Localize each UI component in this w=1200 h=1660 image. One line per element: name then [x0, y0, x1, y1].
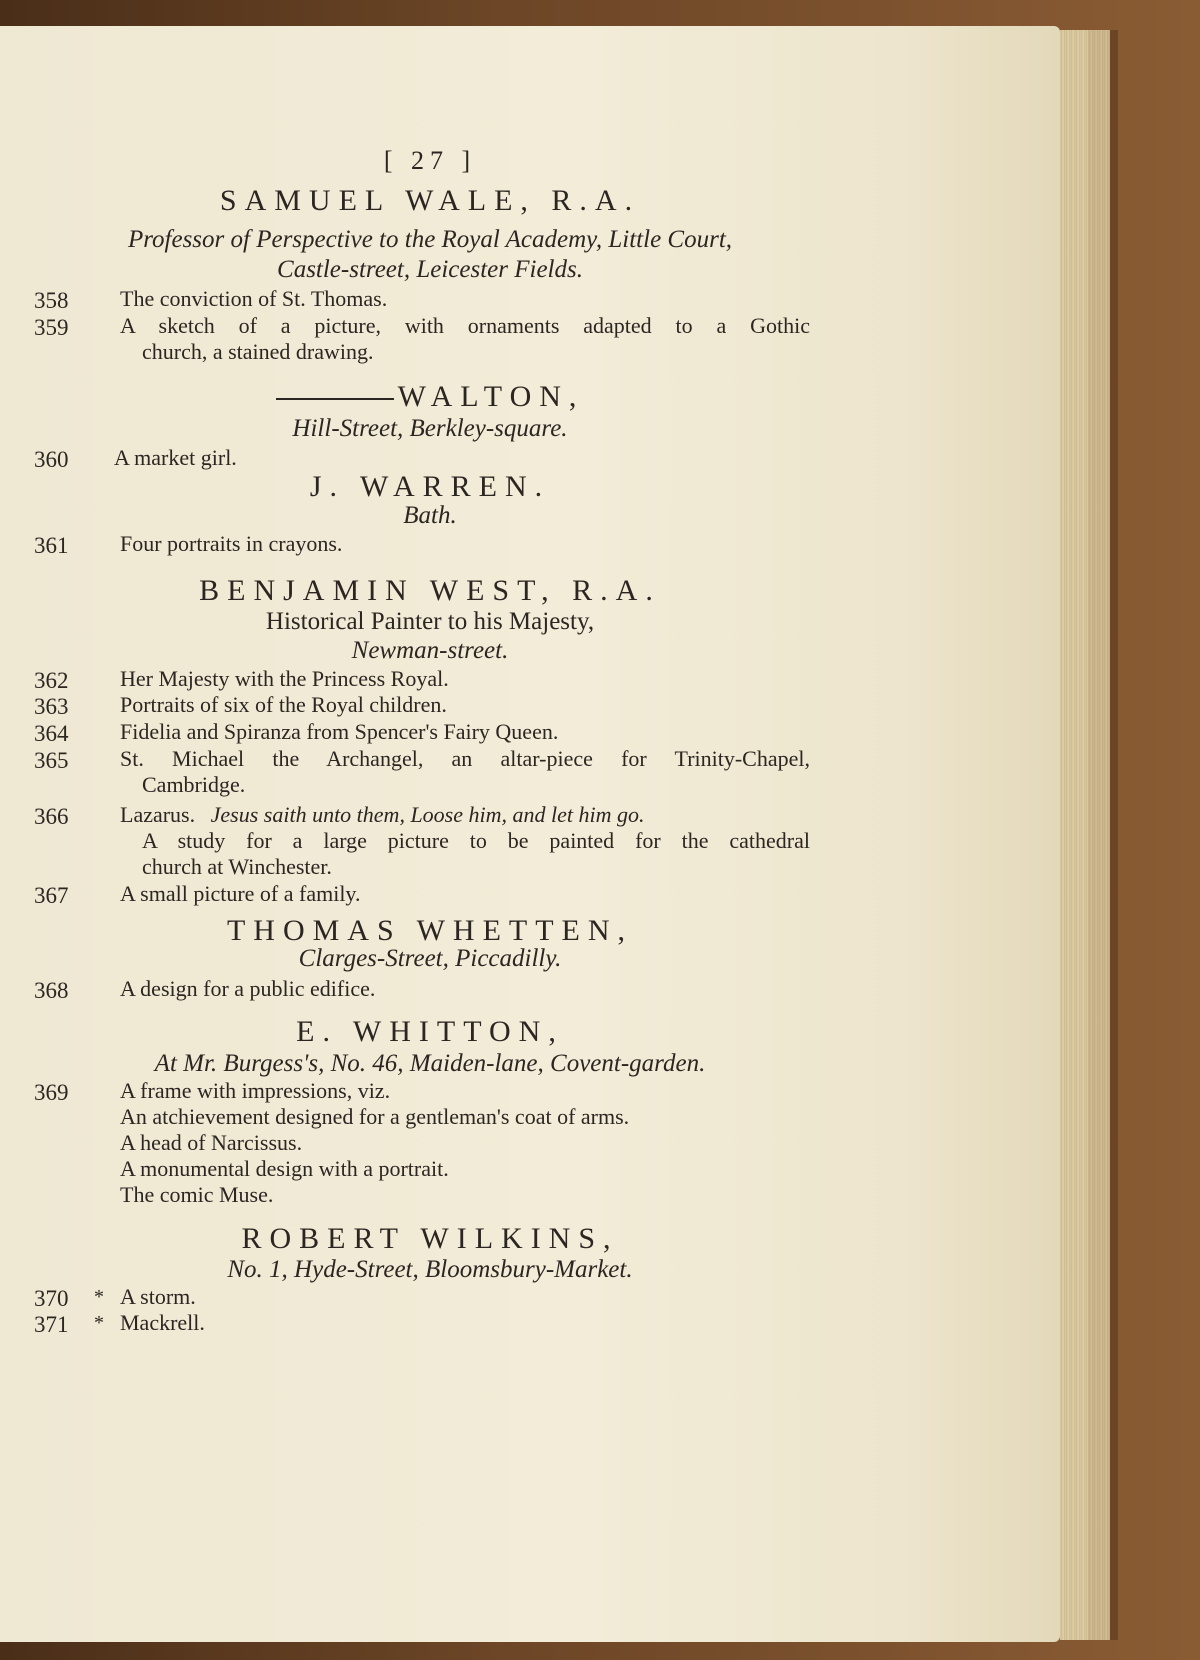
- entry-quotation: Jesus saith unto them, Loose him, and let him go.: [210, 802, 645, 827]
- entry-number: 362: [34, 668, 69, 693]
- entry-body: [120, 1078, 810, 1208]
- entry-description: The conviction of St. Thomas.: [120, 286, 388, 311]
- entry-number: 360: [34, 447, 69, 472]
- artist-title-west: Historical Painter to his Majesty,: [265, 608, 595, 635]
- artist-address-walton: Hill-Street, Berkley-square.: [292, 415, 568, 442]
- cover-edge: [1110, 30, 1118, 1640]
- entry-description: A monumental design with a portrait.: [120, 1156, 449, 1181]
- entry-description: A sketch of a picture, with ornaments adapted to a Gothic: [120, 313, 810, 338]
- entry-number: 367: [34, 883, 69, 908]
- name-rule: [276, 398, 394, 400]
- entry-number: 371: [34, 1312, 69, 1337]
- entry-body: [120, 802, 810, 880]
- entry-description: A head of Narcissus.: [120, 1130, 303, 1155]
- entry-number: 363: [34, 694, 69, 719]
- entry-description: An atchievement designed for a gentleman's coat of arms.: [120, 1104, 630, 1129]
- artist-name-whetten: THOMAS WHETTEN,: [226, 914, 634, 947]
- entry-description: Portraits of six of the Royal children.: [120, 692, 447, 717]
- entry-description: St. Michael the Archangel, an altar-piece for Trinity-Chapel,: [120, 746, 810, 771]
- entry-description-cont: church, a stained drawing.: [142, 339, 374, 364]
- entry-description-cont: church at Winchester.: [142, 854, 332, 879]
- entry-body: [120, 313, 810, 365]
- entry-description-cont: Cambridge.: [142, 772, 246, 797]
- artist-name-whitton: E. WHITTON,: [296, 1015, 564, 1048]
- entry-number: 369: [34, 1080, 69, 1105]
- artist-name-wale: SAMUEL WALE, R.A.: [219, 184, 641, 217]
- entry-description: Her Majesty with the Princess Royal.: [120, 666, 449, 691]
- entry-description: Lazarus.: [120, 802, 196, 827]
- entry-description-cont: A study for a large picture to be painted for the cathedral: [142, 828, 810, 853]
- entry-description: A design for a public edifice.: [120, 976, 376, 1001]
- artist-name-walton: WALTON,: [397, 380, 585, 413]
- entry-number: 368: [34, 978, 69, 1003]
- artist-address-warren: Bath.: [403, 502, 457, 529]
- entry-number: 366: [34, 804, 69, 829]
- entry-body: [120, 746, 810, 798]
- entry-number: 364: [34, 721, 69, 746]
- page-edges-outer: [1088, 30, 1110, 1640]
- artist-address-wilkins: No. 1, Hyde-Street, Bloomsbury-Market.: [227, 1256, 633, 1283]
- artist-address-whitton: At Mr. Burgess's, No. 46, Maiden-lane, Covent-garden.: [154, 1050, 706, 1077]
- entry-description: A frame with impressions, viz.: [120, 1078, 391, 1103]
- entry-number: 370: [34, 1286, 69, 1311]
- entry-description: Four portraits in crayons.: [120, 531, 343, 556]
- entry-number: 361: [34, 533, 69, 558]
- page-number: [ 27 ]: [383, 146, 477, 175]
- artist-address-wale: Castle-street, Leicester Fields.: [277, 256, 583, 283]
- entry-description: A storm.: [120, 1284, 196, 1309]
- entry-description: A small picture of a family.: [120, 881, 361, 906]
- entry-description: The comic Muse.: [120, 1182, 274, 1207]
- artist-name-wilkins: ROBERT WILKINS,: [241, 1222, 619, 1255]
- artist-name-west: BENJAMIN WEST, R.A.: [199, 574, 661, 607]
- artist-name-warren: J. WARREN.: [309, 470, 551, 503]
- asterisk-mark: *: [94, 1312, 104, 1334]
- entry-description: A market girl.: [114, 445, 237, 470]
- entry-description: Fidelia and Spiranza from Spencer's Fairy Queen.: [120, 719, 559, 744]
- artist-address-west: Newman-street.: [351, 637, 509, 664]
- artist-address-whetten: Clarges-Street, Piccadilly.: [298, 945, 562, 972]
- entry-number: 358: [34, 288, 69, 313]
- entry-number: 365: [34, 748, 69, 773]
- entry-number: 359: [34, 315, 69, 340]
- asterisk-mark: *: [94, 1286, 104, 1308]
- page-edges: [1060, 30, 1088, 1640]
- artist-heading-walton: [0, 380, 860, 414]
- entry-description: Mackrell.: [120, 1310, 205, 1335]
- entry-first-line: [120, 802, 810, 828]
- artist-title-wale: Professor of Perspective to the Royal Academy, Little Court,: [127, 226, 733, 253]
